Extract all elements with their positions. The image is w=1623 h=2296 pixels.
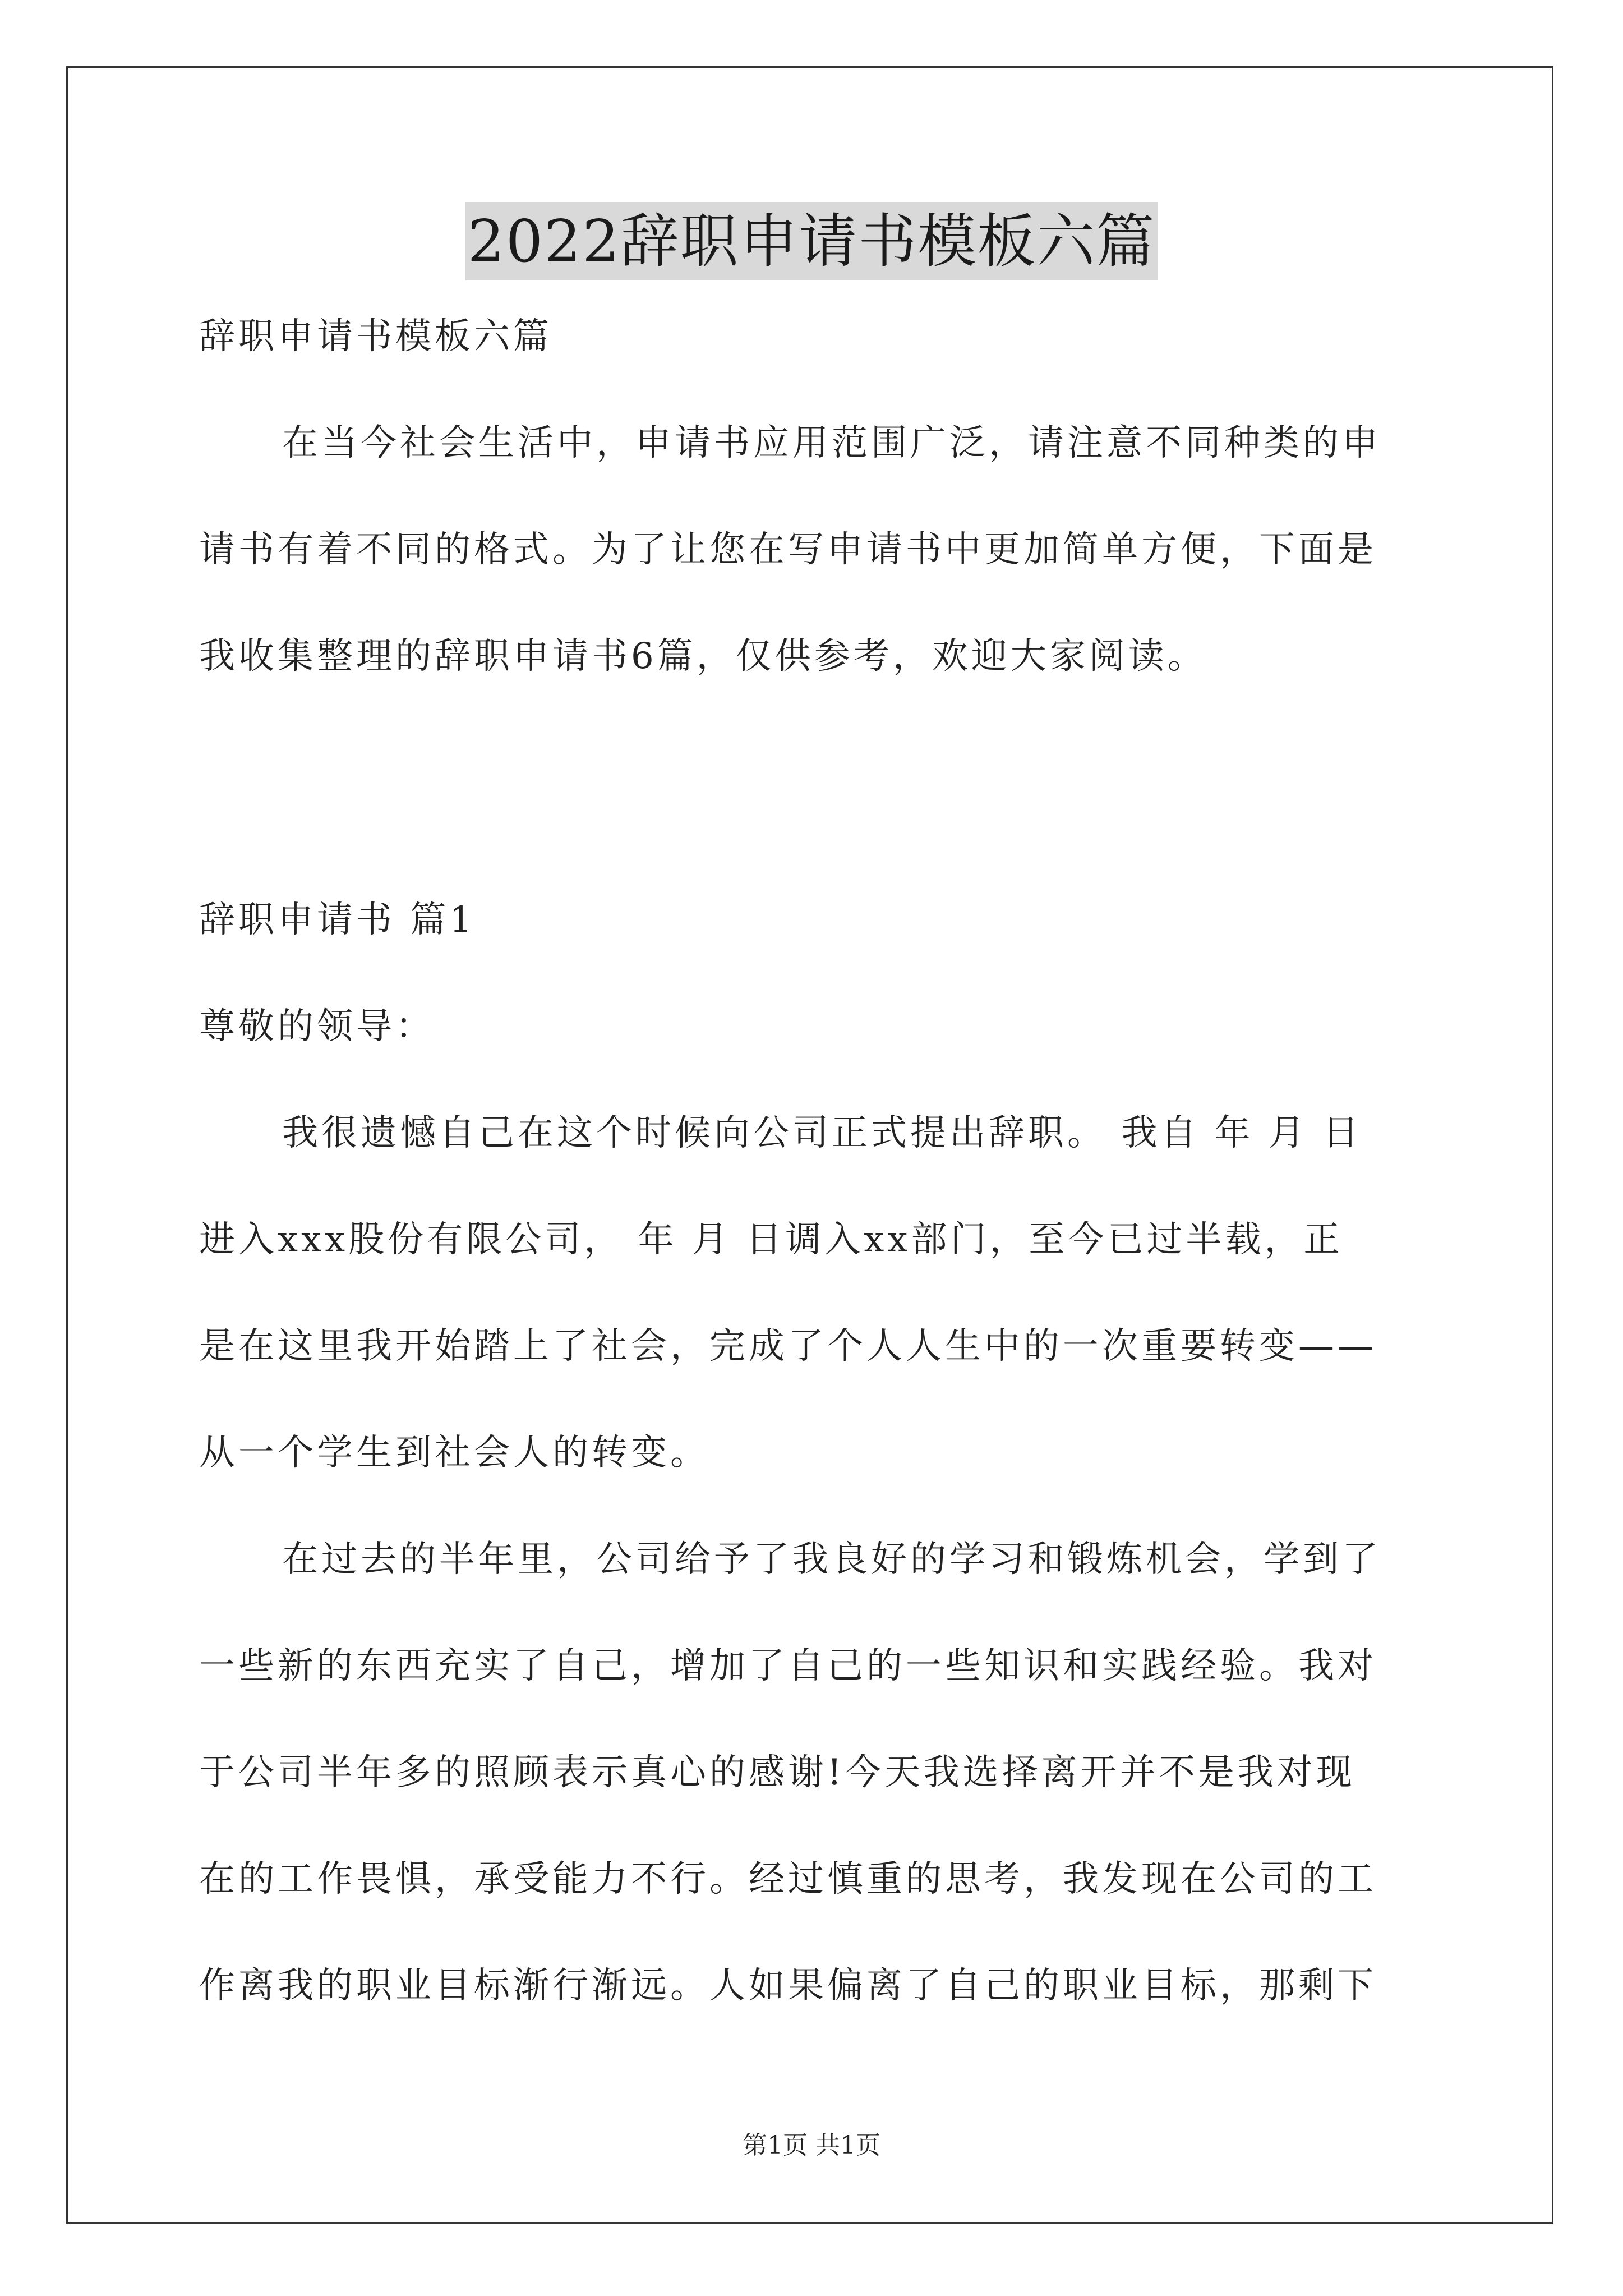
- document-title: 2022辞职申请书模板六篇: [465, 202, 1158, 280]
- paragraph-line: 是在这里我开始踏上了社会，完成了个人人生中的一次重要转变——: [199, 1326, 1377, 1367]
- paragraph-line: 于公司半年多的照顾表示真心的感谢!今天我选择离开并不是我对现: [199, 1752, 1355, 1793]
- paragraph-line: 一些新的东西充实了自己，增加了自己的一些知识和实践经验。我对: [199, 1645, 1377, 1687]
- paragraph-line: 我收集整理的辞职申请书6篇，仅供参考，欢迎大家阅读。: [199, 636, 1207, 677]
- paragraph-line: 在当今社会生活中，申请书应用范围广泛，请注意不同种类的申: [282, 422, 1381, 464]
- paragraph-line: 作离我的职业目标渐行渐远。人如果偏离了自己的职业目标，那剩下: [199, 1965, 1377, 2007]
- title-container: [0, 202, 1623, 280]
- paragraph-line: 我很遗憾自己在这个时候向公司正式提出辞职。 我自 年 月 日: [282, 1112, 1362, 1154]
- paragraph-line: 进入xxx股份有限公司， 年 月 日调入xx部门，至今已过半载，正: [199, 1219, 1343, 1260]
- paragraph-line: 请书有着不同的格式。为了让您在写申请书中更加简单方便，下面是: [199, 529, 1377, 570]
- paragraph-line: 在过去的半年里，公司给予了我良好的学习和锻炼机会，学到了: [282, 1539, 1381, 1580]
- section-heading: 辞职申请书 篇1: [199, 899, 476, 941]
- paragraph-line: 从一个学生到社会人的转变。: [199, 1432, 709, 1474]
- salutation: 尊敬的领导：: [199, 1006, 435, 1047]
- paragraph-line: 在的工作畏惧，承受能力不行。经过慎重的思考，我发现在公司的工: [199, 1858, 1377, 1900]
- page-footer: 第1页 共1页: [743, 2131, 880, 2160]
- subtitle-line: 辞职申请书模板六篇: [199, 316, 552, 357]
